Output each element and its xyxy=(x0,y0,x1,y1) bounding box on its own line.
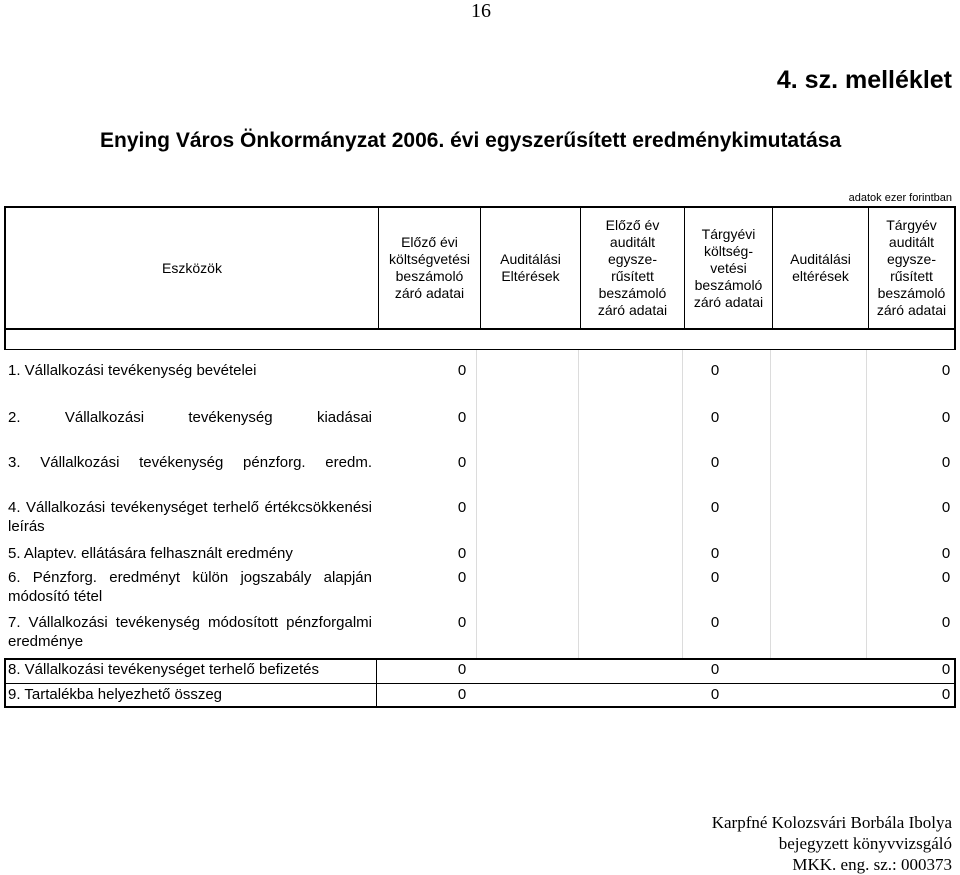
row-value: 0 xyxy=(710,409,720,426)
column-guide xyxy=(770,350,771,658)
auditor-registration: MKK. eng. sz.: 000373 xyxy=(792,855,952,874)
row-value: 0 xyxy=(710,545,720,562)
row-value: 0 xyxy=(457,362,467,379)
row-value: 0 xyxy=(457,454,467,471)
table-header xyxy=(4,206,956,330)
page-number: 16 xyxy=(471,0,491,22)
row-value: 0 xyxy=(710,454,720,471)
row-value: 0 xyxy=(941,569,951,586)
row-value: 0 xyxy=(457,614,467,631)
totals-box-divider xyxy=(4,683,956,684)
column-header-prev-audited: Előző év auditált egysze- rűsített beszámoló záró adatai xyxy=(580,208,684,328)
column-header-audit-diff-current: Auditálási eltérések xyxy=(772,208,868,328)
column-header-prev-budget: Előző évi költségvetési beszámoló záró adatai xyxy=(378,208,480,328)
row-label: 7. Vállalkozási tevékenység módosított pénzforgalmi eredménye xyxy=(8,614,372,650)
row-value: 0 xyxy=(457,409,467,426)
row-label: 9. Tartalékba helyezhető összeg xyxy=(8,686,223,703)
row-label: 5. Alaptev. ellátására felhasznált eredmény xyxy=(8,545,293,562)
row-label: 1. Vállalkozási tevékenység bevételei xyxy=(8,362,257,379)
row-value: 0 xyxy=(710,661,720,678)
row-value: 0 xyxy=(941,409,951,426)
row-value: 0 xyxy=(457,661,467,678)
row-value: 0 xyxy=(941,454,951,471)
row-value: 0 xyxy=(941,545,951,562)
row-label: 8. Vállalkozási tevékenységet terhelő befizetés xyxy=(8,661,320,678)
units-note: adatok ezer forintban xyxy=(848,192,952,204)
column-guide xyxy=(682,350,683,658)
column-guide xyxy=(866,350,867,658)
auditor-role: bejegyzett könyvvizsgáló xyxy=(778,834,952,853)
row-label: 6. Pénzforg. eredményt külön jogszabály alapján módosító tétel xyxy=(8,569,372,605)
column-header-assets: Eszközök xyxy=(162,259,222,276)
column-header-current-budget: Tárgyévi költség- vetési beszámoló záró adatai xyxy=(684,208,772,328)
row-label: 3. Vállalkozási tevékenység pénzforg. eredm. xyxy=(8,454,372,471)
totals-box-column-line xyxy=(376,658,377,708)
annex-label: 4. sz. melléklet xyxy=(776,66,952,94)
row-value: 0 xyxy=(710,686,720,703)
row-value: 0 xyxy=(941,661,951,678)
row-value: 0 xyxy=(457,499,467,516)
column-header-audit-diff-prev: Auditálási Eltérések xyxy=(480,208,580,328)
row-value: 0 xyxy=(941,614,951,631)
column-guide xyxy=(578,350,579,658)
row-label: 4. Vállalkozási tevékenységet terhelő értékcsökkenési leírás xyxy=(8,499,372,535)
document-title: Enying Város Önkormányzat 2006. évi egyszerűsített eredménykimutatása xyxy=(100,129,842,152)
row-value: 0 xyxy=(710,499,720,516)
row-value: 0 xyxy=(457,686,467,703)
row-value: 0 xyxy=(941,499,951,516)
row-value: 0 xyxy=(710,362,720,379)
row-label: 2. Vállalkozási tevékenység kiadásai xyxy=(8,409,372,426)
table-spacer-row xyxy=(4,330,956,350)
row-value: 0 xyxy=(457,545,467,562)
row-value: 0 xyxy=(710,569,720,586)
column-header-current-audited: Tárgyév auditált egysze- rűsített beszámoló záró adatai xyxy=(868,208,954,328)
column-guide xyxy=(476,350,477,658)
row-value: 0 xyxy=(457,569,467,586)
row-value: 0 xyxy=(710,614,720,631)
auditor-name: Karpfné Kolozsvári Borbála Ibolya xyxy=(711,813,952,832)
row-value: 0 xyxy=(941,686,951,703)
row-value: 0 xyxy=(941,362,951,379)
auditor-signature-block xyxy=(712,812,952,875)
